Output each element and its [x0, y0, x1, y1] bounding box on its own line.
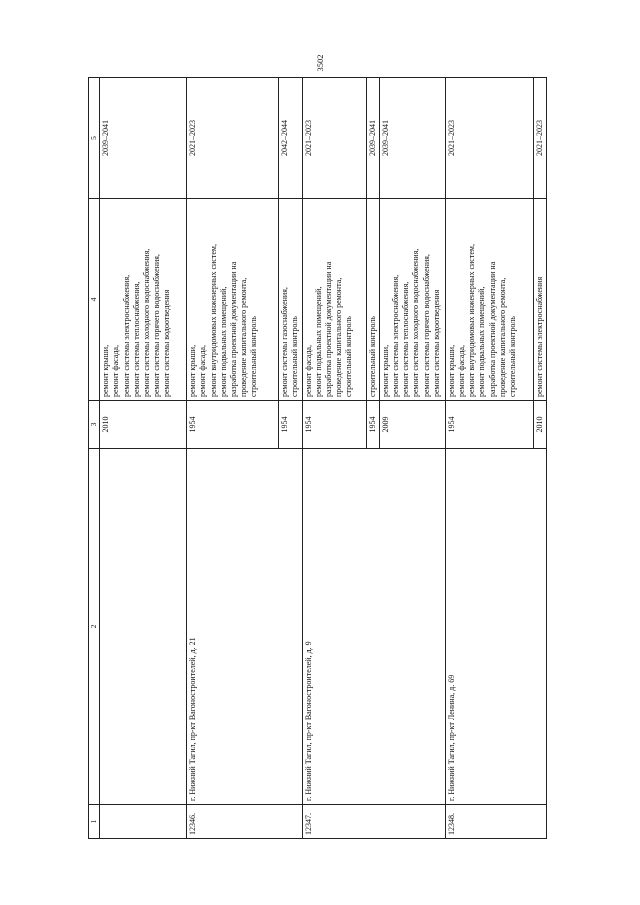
capital-repair-table	[88, 77, 547, 839]
construction-year: 2010	[100, 401, 187, 449]
repair-works: строительный контроль	[366, 199, 379, 401]
column-header-2: 2	[89, 449, 100, 805]
construction-year: 1954	[187, 401, 279, 449]
repair-works: ремонт системы газоснабжения, строительный контроль	[279, 199, 302, 401]
building-address: г. Нижний Тагил, пр-кт Ленина, д. 69	[445, 449, 546, 805]
repair-period: 2021–2023	[187, 78, 279, 199]
repair-works: ремонт крыши, ремонт фасада, ремонт системы электроснабжения, ремонт системы теплоснабжения, ремонт системы холодного водоснабжения, ремонт системы горячего водоснабжения, ремонт системы водоотведения	[100, 199, 187, 401]
repair-period: 2039–2041	[366, 78, 379, 199]
building-address: г. Нижний Тагил, пр-кт Вагоностроителей, д. 21	[187, 449, 302, 805]
repair-works: ремонт крыши, ремонт фасада, ремонт внутридомовых инженерных систем, ремонт подвальных помещений, разработка проектной документации на проведение капитального ремонта, строительный контроль	[187, 199, 279, 401]
repair-period: 2039–2041	[100, 78, 187, 199]
column-header-4: 4	[89, 199, 100, 401]
construction-year: 1954	[279, 401, 302, 449]
column-header-5: 5	[89, 78, 100, 199]
repair-period: 2021–2023	[302, 78, 366, 199]
construction-year: 2009	[379, 401, 445, 449]
building-address: г. Нижний Тагил, пр-кт Вагоностроителей, д. 9	[302, 449, 445, 805]
row-number: 12348.	[445, 805, 546, 839]
table-row	[302, 78, 366, 839]
construction-year: 1954	[302, 401, 366, 449]
row-number: 12347.	[302, 805, 445, 839]
construction-year: 1954	[445, 401, 533, 449]
construction-year: 2010	[533, 401, 546, 449]
table-row	[100, 78, 187, 839]
repair-works: ремонт крыши, ремонт фасада, ремонт внутридомовых инженерных систем, ремонт подвальных помещений, разработка проектной документации на проведение капитального ремонта, строительный контроль	[445, 199, 533, 401]
table-row	[445, 78, 533, 839]
building-address	[100, 449, 187, 805]
page-number: 3502	[315, 54, 325, 72]
construction-year: 1954	[366, 401, 379, 449]
column-numbers-row	[89, 78, 100, 839]
row-number: 12346.	[187, 805, 302, 839]
column-header-3: 3	[89, 401, 100, 449]
row-number	[100, 805, 187, 839]
repair-period: 2021–2023	[533, 78, 546, 199]
repair-period: 2021–2023	[445, 78, 533, 199]
repair-period: 2039–2041	[379, 78, 445, 199]
repair-works: ремонт фасада, ремонт подвальных помещений, разработка проектной документации на проведение капитального ремонта, строительный контроль	[302, 199, 366, 401]
column-header-1: 1	[89, 805, 100, 839]
repair-works: ремонт системы электроснабжения	[533, 199, 546, 401]
table-row	[187, 78, 279, 839]
repair-works: ремонт крыши, ремонт системы электроснабжения, ремонт системы теплоснабжения, ремонт системы холодного водоснабжения, ремонт системы горячего водоснабжения, ремонт системы водоотведения	[379, 199, 445, 401]
repair-period: 2042–2044	[279, 78, 302, 199]
